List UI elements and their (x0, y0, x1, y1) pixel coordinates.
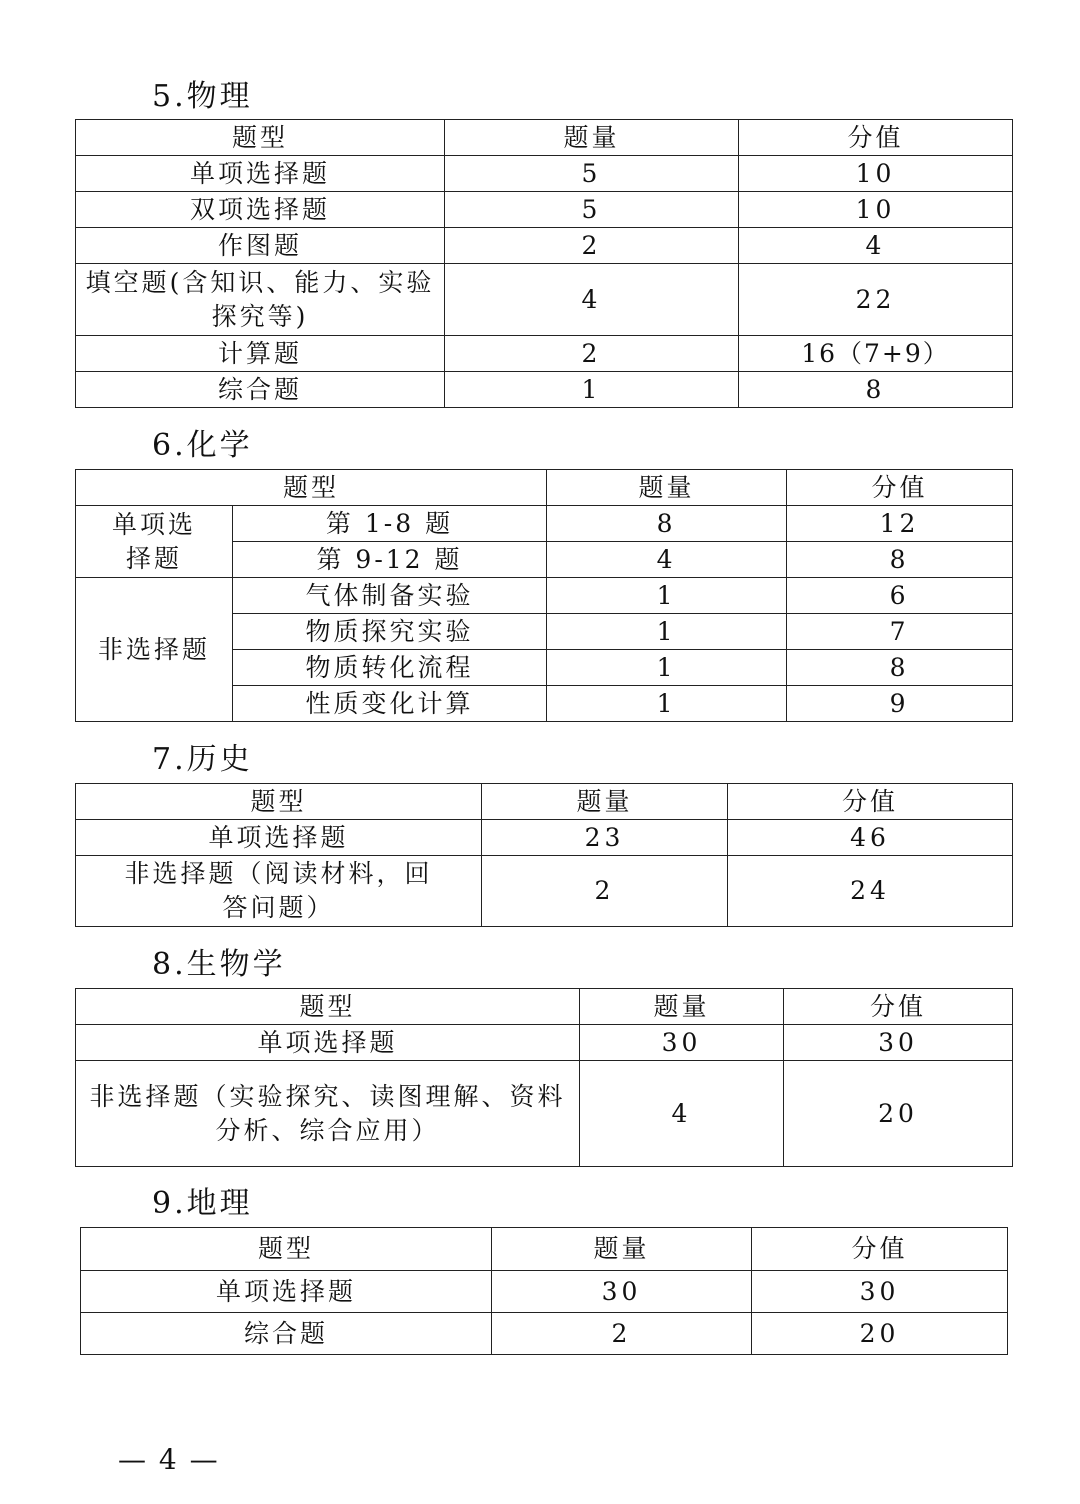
cell-count: 4 (547, 542, 787, 578)
cell-type: 单项选择题 (81, 1271, 492, 1313)
header-question-count: 题量 (580, 989, 784, 1025)
table-row (76, 1061, 1013, 1167)
cell-score: 22 (739, 264, 1013, 336)
header-question-count: 题量 (445, 120, 739, 156)
cell-type: 第 9-12 题 (233, 542, 547, 578)
table-header-row (76, 470, 1013, 506)
cell-score: 6 (787, 578, 1013, 614)
cell-count: 2 (492, 1313, 752, 1355)
header-question-count: 题量 (492, 1228, 752, 1271)
history-table (75, 783, 1013, 927)
cell-type: 双项选择题 (76, 192, 445, 228)
cell-score: 20 (752, 1313, 1008, 1355)
cell-count: 1 (547, 650, 787, 686)
cell-type: 综合题 (76, 372, 445, 408)
cell-type: 物质转化流程 (233, 650, 547, 686)
cell-type: 物质探究实验 (233, 614, 547, 650)
cell-count: 30 (580, 1025, 784, 1061)
cell-count: 1 (547, 614, 787, 650)
table-row (81, 1271, 1008, 1313)
header-question-type: 题型 (76, 470, 547, 506)
cell-score: 30 (752, 1271, 1008, 1313)
cell-score: 10 (739, 192, 1013, 228)
cell-score: 10 (739, 156, 1013, 192)
cell-score: 4 (739, 228, 1013, 264)
table-row (76, 228, 1013, 264)
header-question-count: 题量 (482, 784, 728, 820)
group-non-choice: 非选择题 (76, 578, 233, 722)
header-score: 分值 (728, 784, 1013, 820)
cell-count: 1 (547, 578, 787, 614)
cell-score: 24 (728, 856, 1013, 927)
cell-type: 单项选择题 (76, 156, 445, 192)
cell-count: 4 (580, 1061, 784, 1167)
table-row (76, 856, 1013, 927)
header-question-type: 题型 (76, 784, 482, 820)
cell-type: 填空题(含知识、能力、实验探究等) (76, 264, 445, 336)
table-header-row (81, 1228, 1008, 1271)
cell-count: 23 (482, 820, 728, 856)
cell-count: 2 (445, 228, 739, 264)
table-row (76, 1025, 1013, 1061)
cell-type: 非选择题（阅读材料，回答问题） (76, 856, 482, 927)
cell-count: 2 (445, 336, 739, 372)
cell-score: 9 (787, 686, 1013, 722)
cell-score: 8 (739, 372, 1013, 408)
cell-type: 气体制备实验 (233, 578, 547, 614)
cell-type: 计算题 (76, 336, 445, 372)
table-row (76, 156, 1013, 192)
table-header-row (76, 989, 1013, 1025)
header-question-type: 题型 (81, 1228, 492, 1271)
table-row (76, 578, 1013, 614)
cell-count: 2 (482, 856, 728, 927)
cell-count: 1 (445, 372, 739, 408)
table-row (76, 192, 1013, 228)
cell-score: 30 (784, 1025, 1013, 1061)
section-title-biology: 8.生物学 (152, 947, 286, 982)
cell-type: 综合题 (81, 1313, 492, 1355)
cell-score: 20 (784, 1061, 1013, 1167)
cell-count: 8 (547, 506, 787, 542)
table-row (76, 336, 1013, 372)
table-header-row (76, 120, 1013, 156)
cell-type: 单项选择题 (76, 1025, 580, 1061)
section-title-history: 7.历史 (152, 742, 253, 777)
table-row (81, 1313, 1008, 1355)
cell-type: 第 1-8 题 (233, 506, 547, 542)
cell-count: 5 (445, 192, 739, 228)
cell-type: 非选择题（实验探究、读图理解、资料分析、综合应用） (76, 1061, 580, 1167)
header-score: 分值 (784, 989, 1013, 1025)
cell-type: 作图题 (76, 228, 445, 264)
cell-type: 性质变化计算 (233, 686, 547, 722)
header-score: 分值 (739, 120, 1013, 156)
chemistry-table (75, 469, 1013, 722)
biology-table (75, 988, 1013, 1167)
table-row (76, 372, 1013, 408)
section-title-geography: 9.地理 (152, 1186, 253, 1221)
cell-count: 1 (547, 686, 787, 722)
cell-score: 16（7+9） (739, 336, 1013, 372)
section-title-chemistry: 6.化学 (152, 428, 253, 463)
table-row (76, 264, 1013, 336)
page-number: — 4 — (118, 1443, 220, 1476)
cell-score: 8 (787, 542, 1013, 578)
table-row (76, 820, 1013, 856)
cell-score: 7 (787, 614, 1013, 650)
geography-table (80, 1227, 1008, 1355)
physics-table (75, 119, 1013, 408)
cell-score: 8 (787, 650, 1013, 686)
table-row (76, 506, 1013, 542)
header-question-count: 题量 (547, 470, 787, 506)
cell-count: 30 (492, 1271, 752, 1313)
header-question-type: 题型 (76, 989, 580, 1025)
cell-score: 12 (787, 506, 1013, 542)
header-score: 分值 (787, 470, 1013, 506)
cell-type: 单项选择题 (76, 820, 482, 856)
header-score: 分值 (752, 1228, 1008, 1271)
cell-score: 46 (728, 820, 1013, 856)
header-question-type: 题型 (76, 120, 445, 156)
cell-count: 5 (445, 156, 739, 192)
section-title-physics: 5.物理 (152, 79, 253, 114)
group-single-choice: 单项选择题 (76, 506, 233, 578)
cell-count: 4 (445, 264, 739, 336)
table-header-row (76, 784, 1013, 820)
